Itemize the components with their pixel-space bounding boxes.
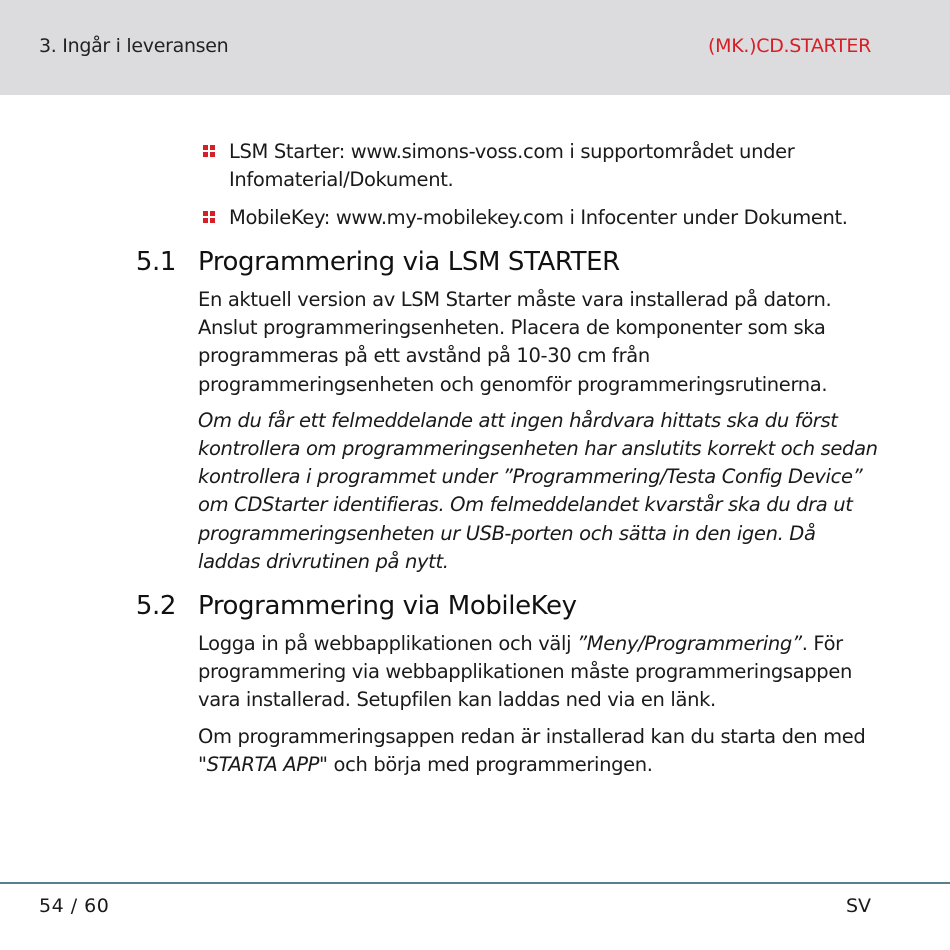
menu-path: ”Meny/Programmering” bbox=[577, 632, 802, 655]
text-run: . För programmering via webbapplikationen måste programmeringsappen vara installerad. Setupfilen kan laddas ned via en länk. bbox=[198, 632, 852, 712]
button-name: "STARTA APP" bbox=[198, 752, 328, 776]
section-title: Programmering via MobileKey bbox=[198, 591, 577, 621]
paragraph bbox=[198, 723, 878, 779]
section-title: Programmering via LSM STARTER bbox=[198, 247, 620, 277]
page-number: 54 / 60 bbox=[39, 895, 110, 917]
paragraph bbox=[198, 630, 878, 715]
text-run: och börja med programmeringen. bbox=[327, 752, 653, 776]
list-item bbox=[203, 138, 893, 194]
section-number: 5.1 bbox=[135, 247, 176, 277]
section-body bbox=[198, 286, 878, 584]
chapter-title: 3. Ingår i leveransen bbox=[39, 35, 229, 57]
language-code: SV bbox=[845, 895, 871, 917]
list-item bbox=[203, 204, 893, 232]
section-number: 5.2 bbox=[135, 591, 176, 621]
section-body bbox=[198, 630, 878, 787]
page-header bbox=[0, 0, 950, 95]
section-heading bbox=[116, 591, 876, 625]
text-run: Om programmeringsappen redan är installerad kan du starta den med bbox=[198, 724, 866, 748]
section-heading bbox=[116, 247, 876, 281]
paragraph-italic: Om du får ett felmeddelande att ingen hårdvara hittats ska du först kontrollera om programmeringsenheten har anslutits korrekt och sedan kontrollera i programmet under ”Programmering/Testa Config Device” om CDStarter identifieras. Om felmeddelandet kvarstår ska du dra ut programmeringsenheten ur USB-porten och sätta in den igen. Då laddas drivrutinen på nytt. bbox=[198, 408, 878, 573]
text-run: Logga in på webbapplikationen och välj bbox=[198, 632, 577, 655]
product-name: (MK.)CD.STARTER bbox=[708, 35, 871, 57]
paragraph: En aktuell version av LSM Starter måste vara installerad på datorn. Anslut programmeringsenheten. Placera de komponenter som ska programmeras på ett avstånd på 10-30 cm från programmeringsenheten och genomför programmeringsrutinerna. bbox=[198, 288, 832, 396]
footer-divider bbox=[0, 882, 950, 884]
bullet-text: MobileKey: www.my-mobilekey.com i Infocenter under Dokument. bbox=[229, 206, 848, 229]
square-bullet-icon bbox=[203, 145, 216, 158]
bullet-list bbox=[203, 138, 893, 242]
square-bullet-icon bbox=[203, 211, 216, 224]
bullet-text: LSM Starter: www.simons-voss.com i supportområdet under Infomaterial/Dokument. bbox=[229, 140, 795, 191]
